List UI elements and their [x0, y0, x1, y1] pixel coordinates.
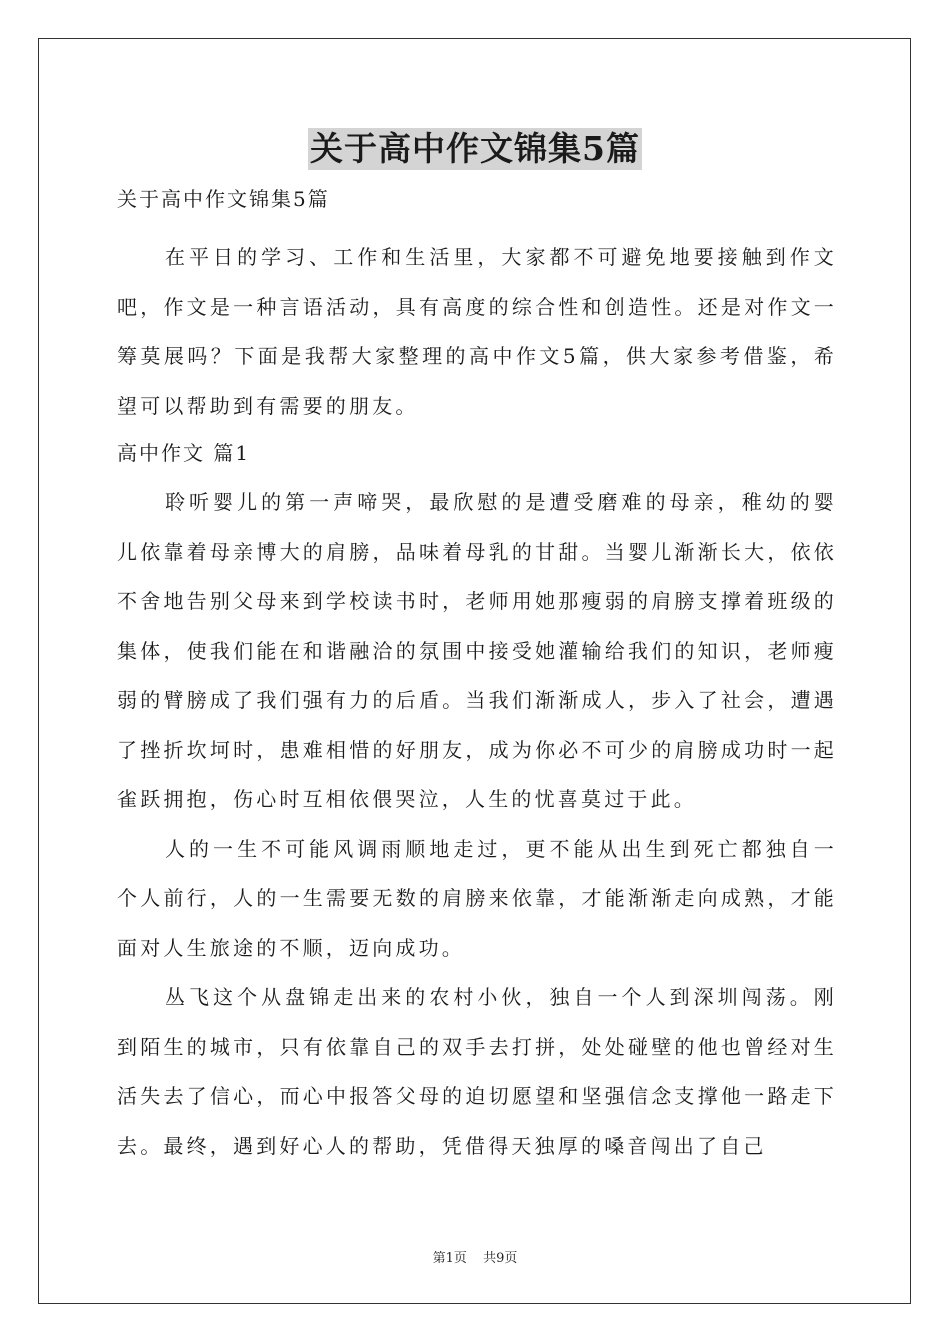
- subtitle-line: 关于高中作文锦集5篇: [117, 187, 330, 211]
- body-paragraph: 丛飞这个从盘锦走出来的农村小伙，独自一个人到深圳闯荡。刚到陌生的城市，只有依靠自己的双手去打拼，处处碰壁的他也曾经对生活失去了信心，而心中报答父母的迫切愿望和坚强信念支撑他一路走下去。最终，遇到好心人的帮助，凭借得天独厚的嗓音闯出了自己: [117, 985, 837, 1158]
- document-body: [117, 181, 837, 1171]
- section-heading: 高中作文 篇1: [117, 441, 251, 465]
- document-title: [0, 128, 950, 170]
- document-title-text: 关于高中作文锦集5篇: [310, 129, 640, 168]
- body-paragraph: 人的一生不可能风调雨顺地走过，更不能从出生到死亡都独自一个人前行，人的一生需要无数的肩膀来依靠，才能渐渐走向成熟，才能面对人生旅途的不顺，迈向成功。: [117, 836, 837, 960]
- body-paragraph: 聆听婴儿的第一声啼哭，最欣慰的是遭受磨难的母亲，稚幼的婴儿依靠着母亲博大的肩膀，品味着母乳的甘甜。当婴儿渐渐长大，依依不舍地告别父母来到学校读书时，老师用她那瘦弱的肩膀支撑着班级的集体，使我们能在和谐融洽的氛围中接受她灌输给我们的知识，老师瘦弱的臂膀成了我们强有力的后盾。当我们渐渐成人，步入了社会，遭遇了挫折坎坷时，患难相惜的好朋友，成为你必不可少的肩膀成功时一起雀跃拥抱，伤心时互相依偎哭泣，人生的忧喜莫过于此。: [117, 490, 837, 811]
- page-number: 第1页: [432, 1251, 467, 1266]
- intro-paragraph: 在平日的学习、工作和生活里，大家都不可避免地要接触到作文吧，作文是一种言语活动，具有高度的综合性和创造性。还是对作文一筹莫展吗？下面是我帮大家整理的高中作文5篇，供大家参考借鉴，希望可以帮助到有需要的朋友。: [117, 245, 837, 418]
- page-footer: [0, 1247, 950, 1266]
- page-total: 共9页: [483, 1251, 518, 1266]
